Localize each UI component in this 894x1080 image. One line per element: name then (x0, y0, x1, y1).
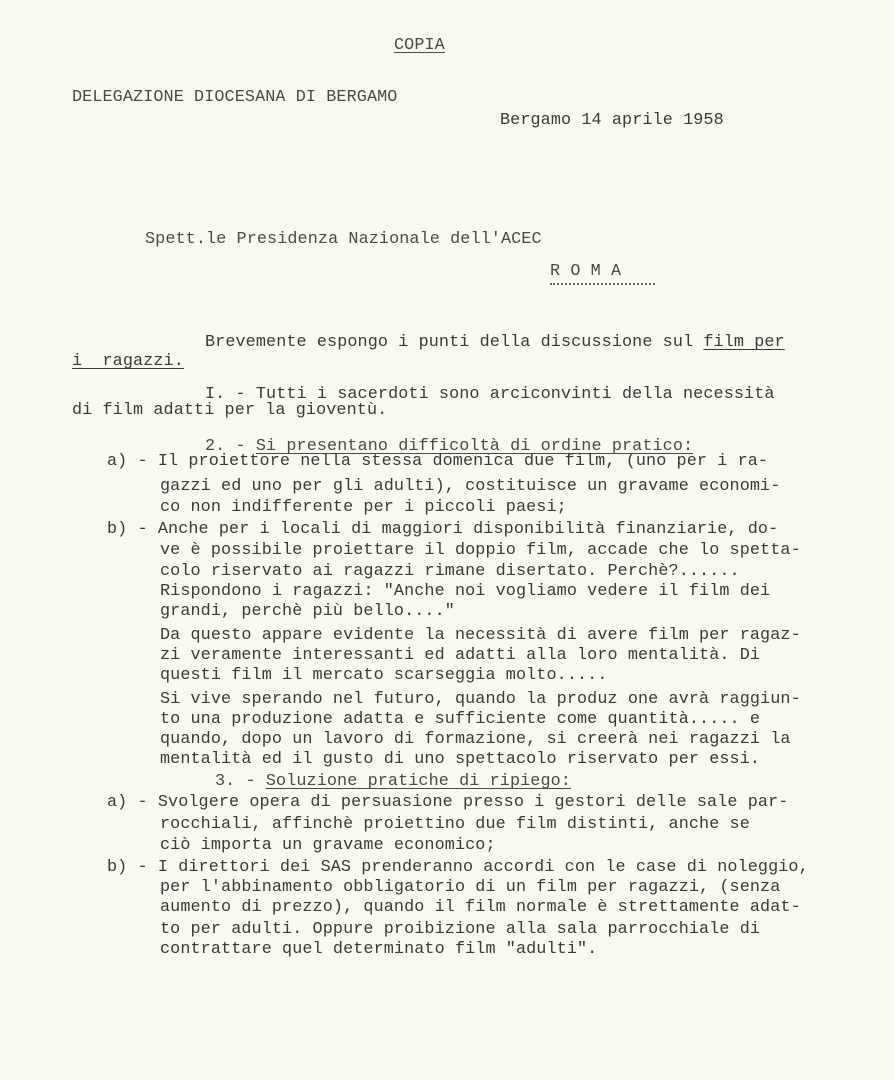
p2b-line: Rispondono i ragazzi: "Anche noi vogliamo vedere il film dei (160, 582, 771, 601)
recipient-city: R O M A (550, 262, 622, 281)
point-2-number: 2. - (205, 437, 256, 456)
point-3-title: Soluzione pratiche di ripiego: (265, 772, 571, 791)
point-3-number: 3. - (215, 772, 266, 791)
intro-underlined: film per (703, 333, 785, 352)
p2b-line: grandi, perchè più bello...." (160, 602, 455, 621)
p2b-line: mentalità ed il gusto di uno spettacolo riservato per essi. (160, 750, 761, 769)
intro-line-1 (205, 333, 785, 353)
p3b-line: to per adulti. Oppure proibizione alla sala parrocchiale di (160, 920, 761, 939)
p2b-line: colo riservato ai ragazzi rimane disertato. Perchè?...... (160, 562, 740, 581)
point-3-heading (215, 772, 571, 792)
sender-heading: DELEGAZIONE DIOCESANA DI BERGAMO (72, 88, 398, 107)
intro-line-2: i ragazzi. (72, 352, 184, 371)
p3a-line: a) - Svolgere opera di persuasione presso i gestori delle sale par- (107, 793, 789, 812)
p2b-line: ve è possibile proiettare il doppio film, accade che lo spetta- (160, 541, 801, 560)
p2b-line: Da questo appare evidente la necessità di avere film per ragaz- (160, 626, 801, 645)
p3b-line: per l'abbinamento obbligatorio di un film per ragazzi, (senza (160, 878, 781, 897)
p2b-line: b) - Anche per i locali di maggiori disponibilità finanziarie, do- (107, 520, 779, 539)
p2b-line: Si vive sperando nel futuro, quando la produz one avrà raggiun- (160, 690, 801, 709)
letter-date: Bergamo 14 aprile 1958 (500, 111, 724, 130)
p3a-line: rocchiali, affinchè proiettino due film distinti, anche se (160, 815, 750, 834)
p3b-line: b) - I direttori dei SAS prenderanno accordi con le case di noleggio, (107, 858, 809, 877)
city-double-rule (550, 283, 655, 285)
p2b-line: questi film il mercato scarseggia molto..... (160, 666, 608, 685)
p2a-line: co non indifferente per i piccoli paesi; (160, 498, 567, 517)
point-2-title: Si presentano difficoltà di ordine pratico: (255, 437, 694, 456)
p2b-line: quando, dopo un lavoro di formazione, si creerà nei ragazzi la (160, 730, 791, 749)
p2b-line: zi veramente interessanti ed adatti alla loro mentalità. Di (160, 646, 761, 665)
recipient-name: Spett.le Presidenza Nazionale dell'ACEC (145, 230, 542, 249)
p3a-line: ciò importa un gravame economico; (160, 836, 496, 855)
p3b-line: aumento di prezzo), quando il film normale è strettamente adat- (160, 898, 801, 917)
point-1-line-2: di film adatti per la gioventù. (72, 401, 388, 420)
copy-label: COPIA (394, 36, 445, 55)
p2a-line: gazzi ed uno per gli adulti), costituisce un gravame economi- (160, 477, 781, 496)
point-1-line-1: I. - Tutti i sacerdoti sono arciconvinti della necessità (205, 385, 775, 404)
p2a-line: a) - Il proiettore nella stessa domenica due film, (uno per i ra- (107, 452, 769, 471)
intro-text: Brevemente espongo i punti della discussione sul (205, 333, 704, 352)
p2b-line: to una produzione adatta e sufficiente come quantità..... e (160, 710, 761, 729)
p3b-line: contrattare quel determinato film "adulti". (160, 940, 598, 959)
